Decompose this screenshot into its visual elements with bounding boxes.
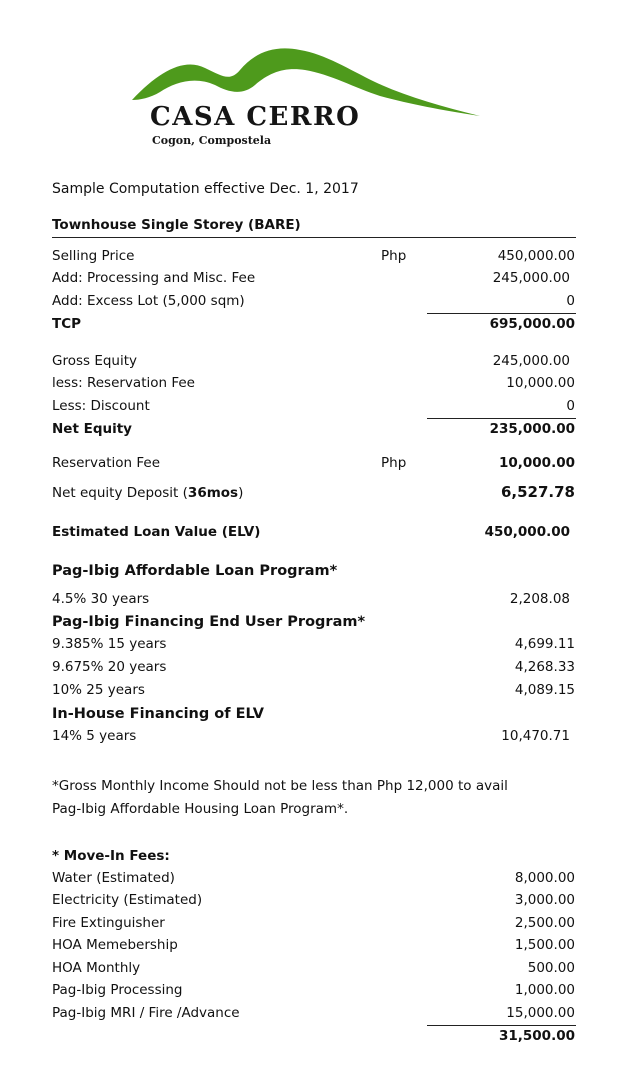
reservation-fee-value: 10,000.00 [498,455,575,471]
move-in-row-label: HOA Monthly [52,960,141,976]
title-underline [52,237,576,238]
tcp-value: 695,000.00 [489,316,575,332]
end-user-row-label: 9.385% 15 years [52,636,167,652]
move-in-row-value: 3,000.00 [514,892,575,908]
move-in-row-label: Fire Extinguisher [52,915,165,931]
discount-label: Less: Discount [52,398,150,414]
net-equity-deposit-value: 6,527.78 [500,483,575,501]
move-in-total-value: 31,500.00 [498,1028,575,1044]
move-in-row-value: 2,500.00 [514,915,575,931]
end-user-title: Pag-Ibig Financing End User Program* [52,614,366,630]
in-house-title: In-House Financing of ELV [52,706,264,722]
gross-equity-label: Gross Equity [52,353,138,369]
move-in-row-label: HOA Memebership [52,937,178,953]
gross-equity-value: 245,000.00 [492,353,570,369]
move-in-row-value: 8,000.00 [514,870,575,886]
selling-price-currency: Php [381,248,407,264]
intro-text: Sample Computation effective Dec. 1, 2017 [52,181,359,197]
net-equity-deposit-label [52,487,243,501]
reservation-fee-less-label: less: Reservation Fee [52,375,195,391]
move-in-row-value: 1,500.00 [514,937,575,953]
elv-label: Estimated Loan Value (ELV) [52,524,261,540]
tcp-rule [427,313,576,314]
end-user-row-value: 4,089.15 [514,682,575,698]
net-equity-label: Net Equity [52,421,132,437]
discount-value: 0 [566,398,575,414]
reservation-fee-label: Reservation Fee [52,455,161,471]
move-in-row-value: 500.00 [527,960,575,976]
brand-name: CASA CERRO [150,102,361,132]
affordable-row-value: 2,208.08 [509,591,570,607]
brand-location: Cogon, Compostela [152,134,272,147]
excess-lot-label: Add: Excess Lot (5,000 sqm) [52,293,245,309]
net-equity-value: 235,000.00 [489,421,575,437]
elv-value: 450,000.00 [484,524,570,540]
move-in-title: * Move-In Fees: [52,848,170,864]
affordable-row-label: 4.5% 30 years [52,591,150,607]
move-in-row-value: 15,000.00 [506,1005,575,1021]
processing-fee-value: 245,000.00 [492,270,570,286]
in-house-row-label: 14% 5 years [52,728,137,744]
excess-lot-value: 0 [566,293,575,309]
move-in-row-label: Electricity (Estimated) [52,892,203,908]
move-in-row-value: 1,000.00 [514,982,575,998]
move-in-row-label: Water (Estimated) [52,870,175,886]
tcp-label: TCP [52,316,82,332]
selling-price-value: 450,000.00 [497,248,575,264]
reservation-fee-currency: Php [381,455,407,471]
income-note-line2: Pag-Ibig Affordable Housing Loan Program*. [52,801,349,817]
move-in-total-rule [427,1025,576,1026]
selling-price-label: Selling Price [52,248,135,264]
end-user-row-label: 9.675% 20 years [52,659,167,675]
in-house-row-value: 10,470.71 [501,728,570,744]
net-deposit-label-close: ) [238,485,244,501]
end-user-row-label: 10% 25 years [52,682,145,698]
end-user-row-value: 4,699.11 [514,636,575,652]
move-in-row-label: Pag-Ibig MRI / Fire /Advance [52,1005,240,1021]
reservation-fee-less-value: 10,000.00 [506,375,575,391]
end-user-row-value: 4,268.33 [514,659,575,675]
net-equity-rule [427,418,576,419]
move-in-row-label: Pag-Ibig Processing [52,982,183,998]
casa-cerro-logo [130,40,490,160]
unit-title: Townhouse Single Storey (BARE) [52,217,301,233]
net-deposit-term: 36mos [187,485,239,501]
income-note-line1: *Gross Monthly Income Should not be less than Php 12,000 to avail [52,778,508,794]
processing-fee-label: Add: Processing and Misc. Fee [52,270,256,286]
affordable-loan-title: Pag-Ibig Affordable Loan Program* [52,563,338,579]
net-deposit-label-text: Net equity Deposit ( [52,485,188,501]
